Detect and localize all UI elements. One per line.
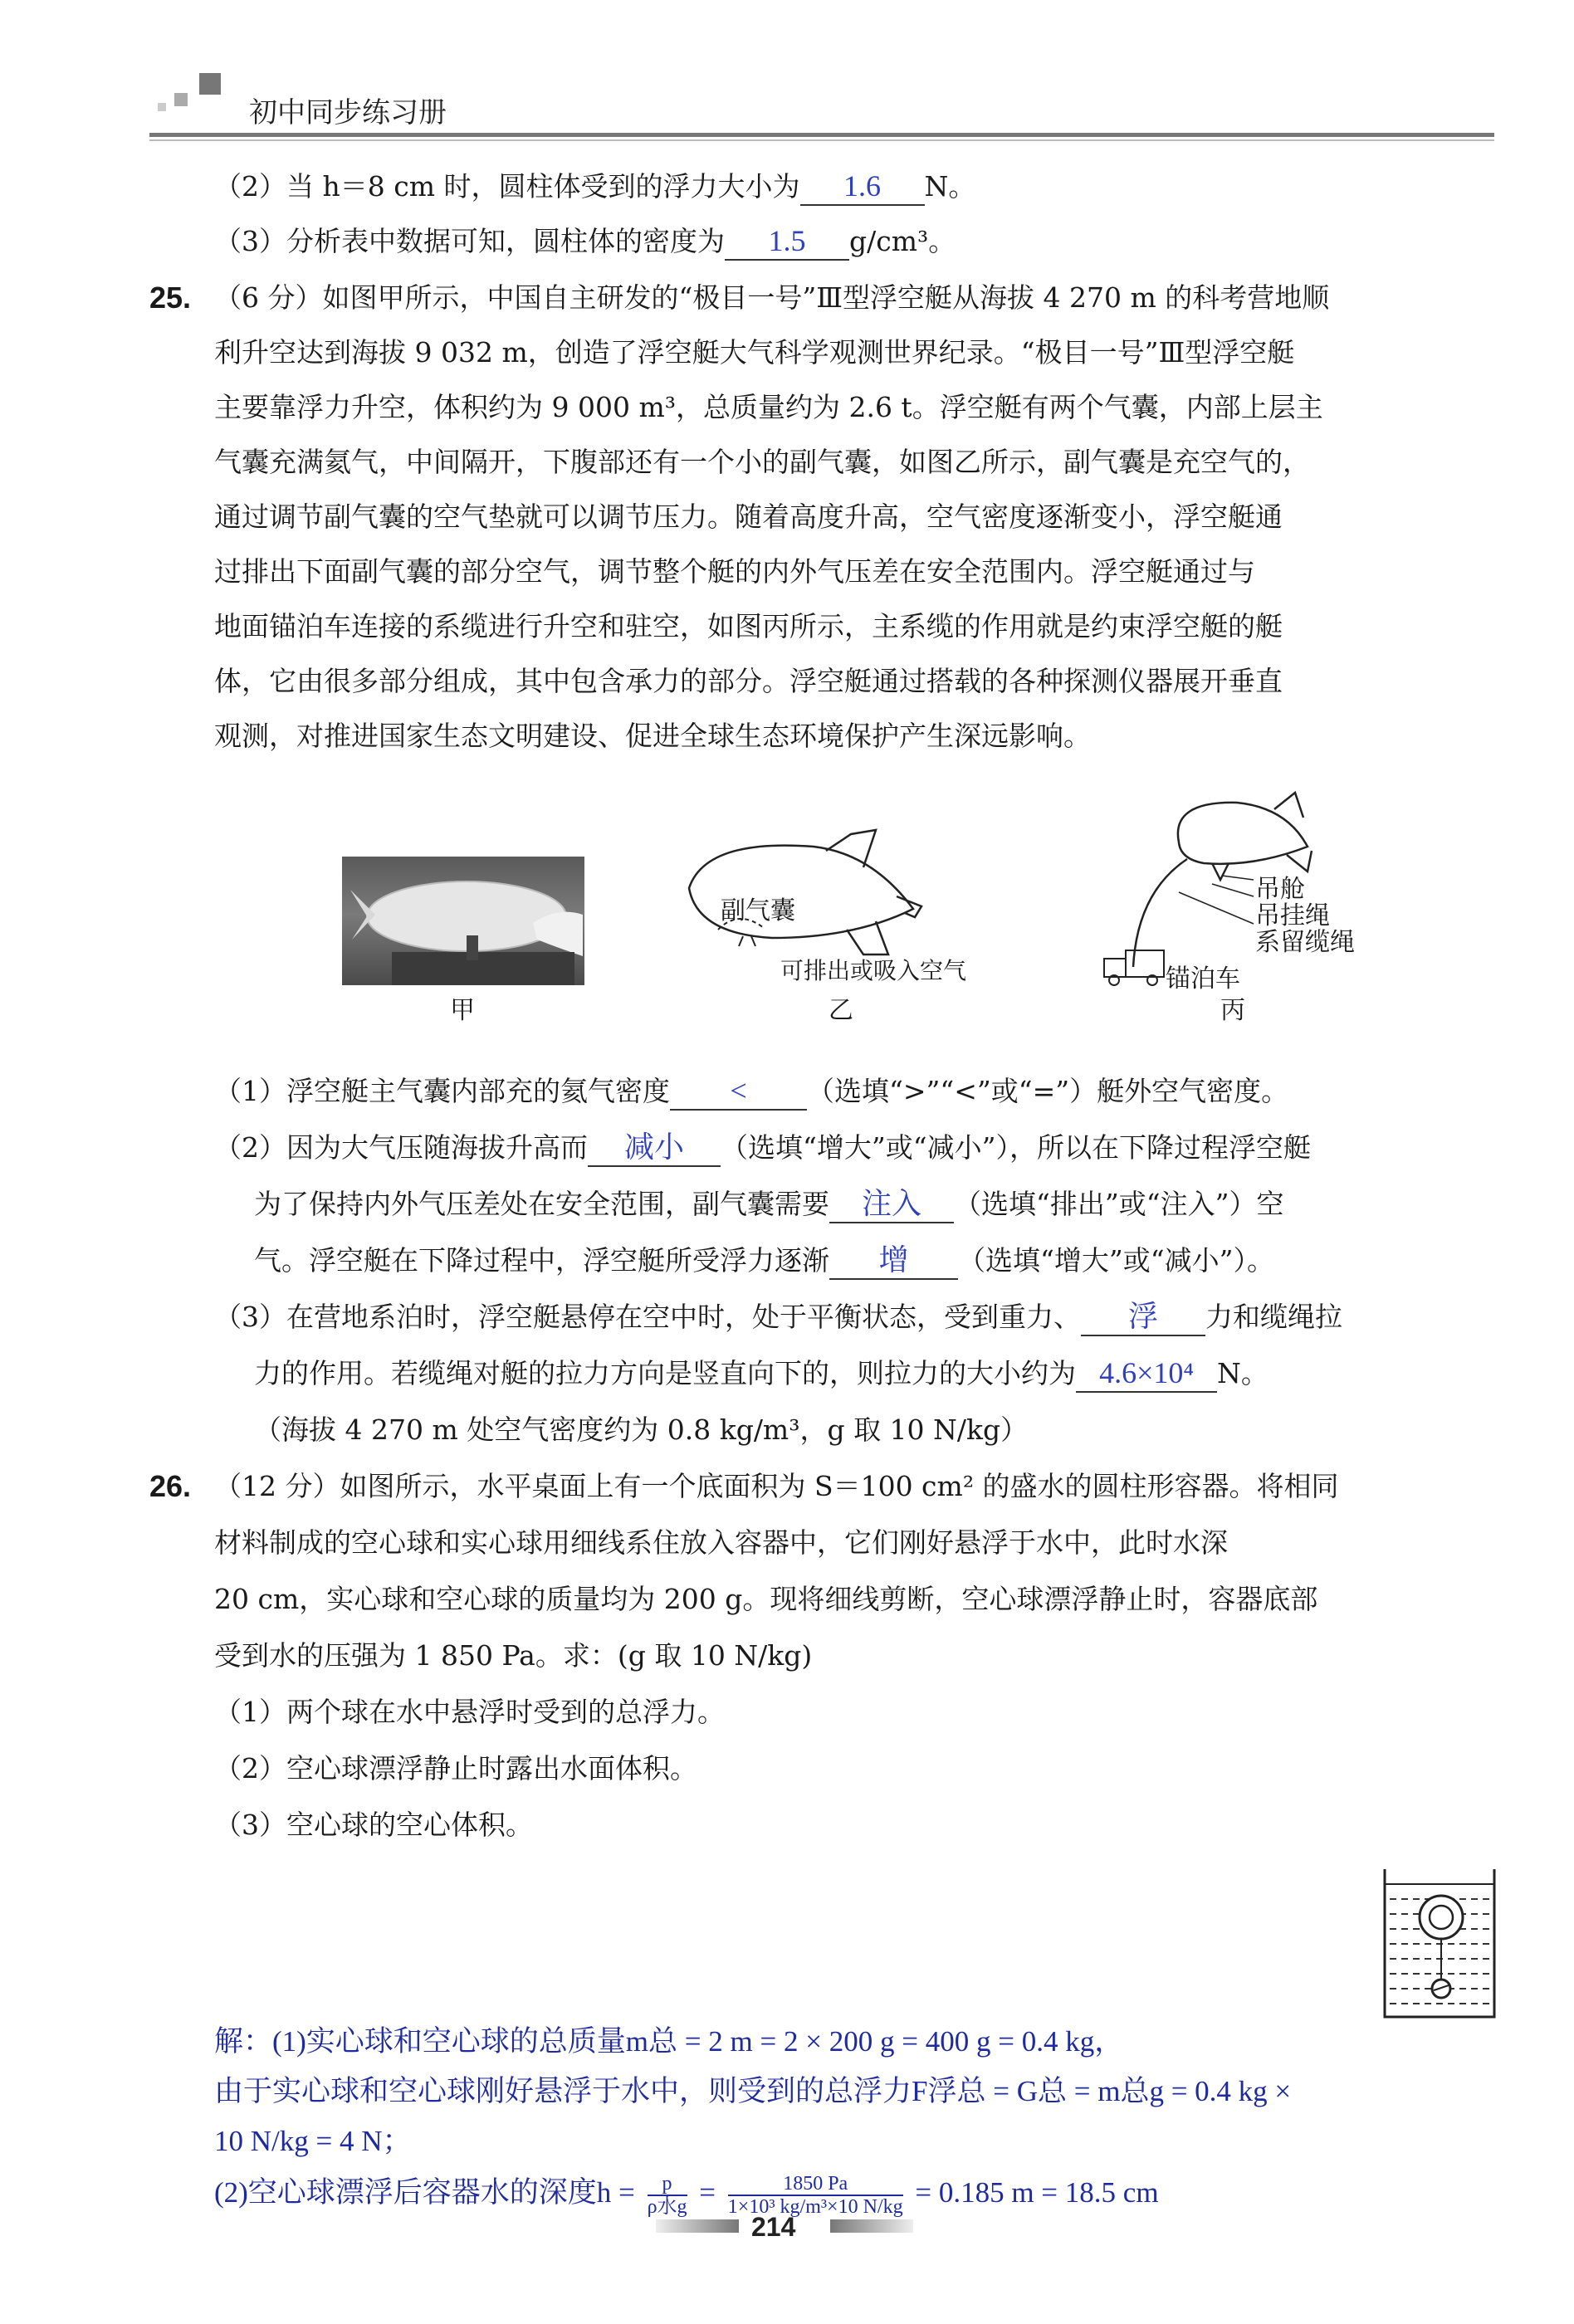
q24-part-2: （2）当 h＝8 cm 时，圆柱体受到的浮力大小为 1.6 N。 (214, 159, 975, 214)
question-number: 25. (149, 281, 192, 315)
q26-body-line: 受到水的压强为 1 850 Pa。求：(g 取 10 N/kg) (214, 1639, 813, 1672)
answer-blank: < (670, 1072, 807, 1111)
q26-body-line: 材料制成的空心球和实心球用细线系住放入容器中，它们刚好悬浮于水中，此时水深 (214, 1526, 1228, 1559)
q26-part: （1）两个球在水中悬浮时受到的总浮力。 (214, 1696, 725, 1728)
label-cable: 系留缆绳 (1255, 928, 1355, 957)
fraction: $\frac{1850 Pa}{\text{1×10³ kg/m³×10 N/kg}}$ (727, 2172, 903, 2218)
q25-body-line: 观测，对推进国家生态文明建设、促进全球生态环境保护产生深远影响。 (214, 720, 1091, 752)
answer-blank: 注入 (829, 1185, 954, 1223)
label-rope: 吊挂绳 (1255, 901, 1330, 930)
header-rule (149, 139, 1494, 141)
q25-body-line: 通过调节副气囊的空气垫就可以调节压力。随着高度升高，空气密度逐渐变小，浮空艇通 (214, 500, 1283, 533)
label-sub-bag: 副气囊 (721, 896, 795, 925)
q25-body-line: 气囊充满氦气，中间隔开，下腹部还有一个小的副气囊，如图乙所示，副气囊是充空气的， (214, 446, 1310, 478)
fraction: p ρ水g (647, 2172, 687, 2218)
header-decoration (174, 93, 188, 106)
header-rule (149, 133, 1494, 137)
answer-blank: 增 (829, 1242, 958, 1280)
page-number: 214 (751, 2212, 796, 2242)
solution-line: 解：(1)实心球和空心球的总质量m总 = 2 m = 2 × 200 g = 400 g = 0.4 kg， (214, 2025, 1124, 2058)
q25-body-line: 过排出下面副气囊的部分空气，调节整个艇的内外气压差在安全范围内。浮空艇通过与 (214, 555, 1255, 588)
q26-body-line: （12 分）如图所示，水平桌面上有一个底面积为 S＝100 cm² 的盛水的圆柱形容器。将相同 (214, 1470, 1339, 1502)
question-number: 26. (149, 1469, 192, 1503)
q25-part-2-line3: 气。浮空艇在下降过程中，浮空艇所受浮力逐渐 增 （选填“增大”或“减小”）。 (254, 1233, 1274, 1288)
q26-part: （2）空心球漂浮静止时露出水面体积。 (214, 1752, 697, 1784)
q25-part-3-line2: 力的作用。若缆绳对艇的拉力方向是竖直向下的，则拉力的大小约为 4.6×10⁴ N。 (254, 1346, 1268, 1401)
answer-blank: 减小 (588, 1129, 721, 1167)
airship-photo-drawing (342, 857, 584, 985)
q25-body-line: 主要靠浮力升空，体积约为 9 000 m³，总质量约为 2.6 t。浮空艇有两个气囊，内部上层主 (214, 391, 1323, 423)
header-decoration (158, 103, 166, 111)
q25-body-line: （6 分）如图甲所示，中国自主研发的“极目一号”Ⅲ型浮空艇从海拔 4 270 m 的科考营地顺 (214, 281, 1330, 314)
q25-part-1: （1）浮空艇主气囊内部充的氦气密度 < （选填“>”“<”或“=”）艇外空气密度。 (214, 1064, 1288, 1119)
label-truck: 锚泊车 (1166, 964, 1240, 994)
airship-photo (342, 857, 584, 985)
q26-part: （3）空心球的空心体积。 (214, 1809, 533, 1841)
q25-body-line: 地面锚泊车连接的系缆进行升空和驻空，如图丙所示，主系缆的作用就是约束浮空艇的艇 (214, 610, 1283, 642)
answer-blank: 1.6 (800, 168, 925, 206)
q25-body-line: 体，它由很多部分组成，其中包含承力的部分。浮空艇通过搭载的各种探测仪器展开垂直 (214, 665, 1283, 697)
page-number-decoration (830, 2219, 913, 2233)
q25-part-2-line2: 为了保持内外气压差处在安全范围，副气囊需要 注入 （选填“排出”或“注入”）空 (254, 1177, 1283, 1232)
header-decoration (199, 73, 221, 95)
label-cabin: 吊舱 (1255, 875, 1305, 904)
page-number-decoration (656, 2219, 739, 2233)
figure-label-yi: 乙 (829, 996, 853, 1025)
figure-label-jia: 甲 (450, 996, 475, 1025)
q25-body-line: 利升空达到海拔 9 032 m，创造了浮空艇大气科学观测世界纪录。“极目一号”Ⅲ型浮空艇 (214, 336, 1295, 369)
q24-part-3: （3）分析表中数据可知，圆柱体的密度为 1.5 g/cm³。 (214, 214, 956, 269)
solution-line-4: (2)空心球漂浮后容器水的深度h = p ρ水g = $\frac{1850 Pa}{\text{1×10³ kg/m³×10 N/kg}}$ = 0.185 m = 18.5 cm (214, 2172, 1159, 2218)
solution-line: 10 N/kg = 4 N； (214, 2125, 412, 2157)
label-air: 可排出或吸入空气 (780, 957, 967, 984)
answer-blank: 1.5 (725, 222, 849, 261)
q25-part-2-line1: （2）因为大气压随海拔升高而 减小 （选填“增大”或“减小”），所以在下降过程浮空艇 (214, 1120, 1311, 1175)
q25-part-3-line1: （3）在营地系泊时，浮空艇悬停在空中时，处于平衡状态，受到重力、 浮 力和缆绳拉 (214, 1290, 1342, 1345)
answer-blank: 4.6×10⁴ (1076, 1355, 1217, 1393)
answer-blank: 浮 (1081, 1298, 1205, 1336)
container-diagram (1378, 1866, 1501, 2024)
header-title: 初中同步练习册 (249, 96, 447, 129)
figure-label-bing: 丙 (1220, 996, 1245, 1025)
q26-body-line: 20 cm，实心球和空心球的质量均为 200 g。现将细线剪断，空心球漂浮静止时，容器底部 (214, 1583, 1318, 1615)
q25-part-3-note: （海拔 4 270 m 处空气密度约为 0.8 kg/m³，g 取 10 N/kg） (254, 1413, 1029, 1446)
solution-line: 由于实心球和空心球刚好悬浮于水中，则受到的总浮力F浮总 = G总 = m总g = 0.4 kg × (214, 2075, 1292, 2107)
